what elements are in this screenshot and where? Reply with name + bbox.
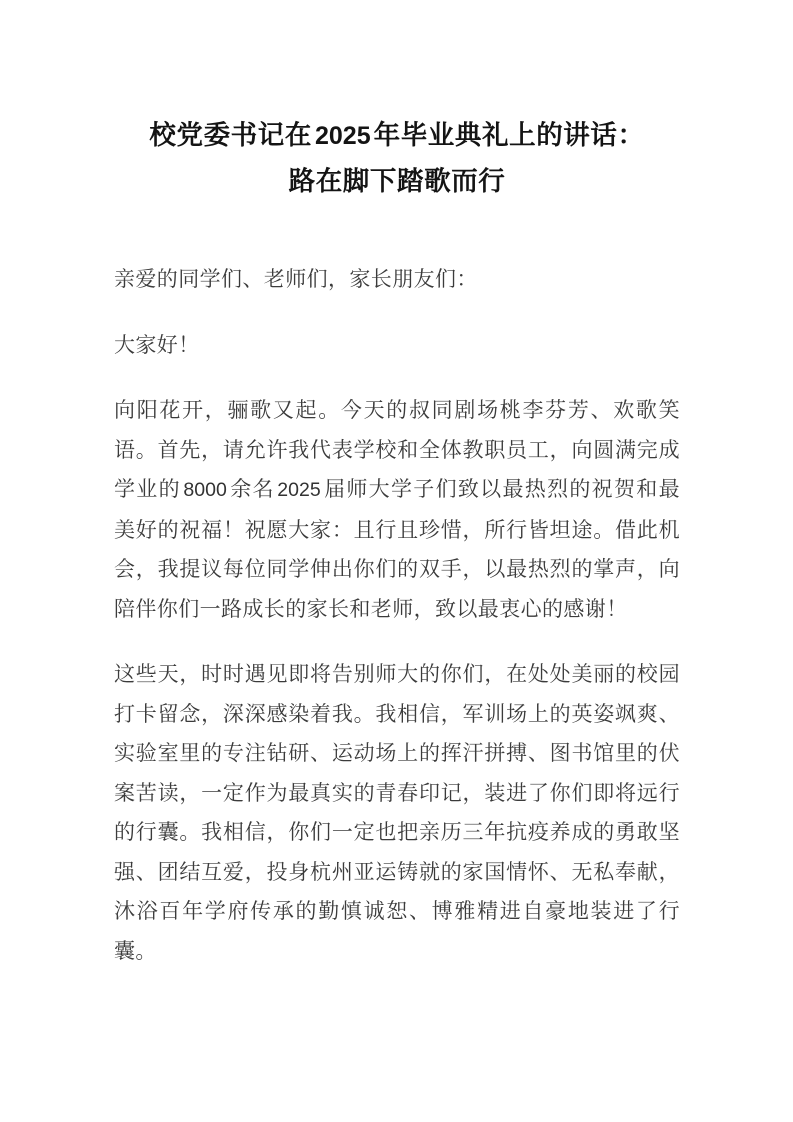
document-title-line-2: 路在脚下踏歌而行 (288, 166, 506, 197)
title-suffix-text: 年毕业典礼上的讲话： (373, 120, 645, 151)
paragraph-body-2: 这些天，时时遇见即将告别师大的你们，在处处美丽的校园打卡留念，深深感染着我。我相信，军训场上的英姿飒爽、实验室里的专注钻研、运动场上的挥汗拼搏、图书馆里的伏案苦读，一定作为最真实的青春印记，装进了你们即将远行的行囊。我相信，你们一定也把亲历三年抗疫养成的勇敢坚强、团结互爱，投身杭州亚运铸就的家国情怀、无私奉献，沐浴百年学府传承的勤慎诚恕、博雅精进自豪地装进了行囊。 (114, 662, 680, 963)
graduation-year-number: 2025 (277, 479, 321, 501)
paragraph-body-1-seg-4: 届师大学子们致以最热烈的祝贺和最美好的祝福！祝愿大家：且行且珍惜，所行皆坦途。借此机会，我提议每位同学伸出你们的双手，以最热烈的掌声，向陪伴你们一路成长的家长和老师，致以最衷心的感谢！ (114, 477, 680, 621)
graduate-count-number: 8000 (183, 479, 227, 501)
title-prefix-text: 校党委书记在 (149, 120, 312, 151)
title-year-number: 2025 (314, 122, 371, 150)
document-title (114, 0, 680, 204)
document-title-line-1 (114, 113, 680, 159)
document-body (114, 260, 680, 971)
paragraph-body-1-seg-0: 向阳花开，骊歌又起。今天的叔同剧场桃李芬芳、欢歌笑语。首先，请允许我代表学校和全体教职员工，向圆满完成学业的 (114, 398, 680, 501)
paragraph-body-1-seg-2: 余名 (229, 477, 275, 501)
document-content (114, 0, 680, 971)
paragraph-greeting: 大家好！ (114, 332, 200, 357)
paragraph-body-1 (114, 391, 680, 629)
paragraph-salutation: 亲爱的同学们、老师们，家长朋友们： (114, 267, 478, 291)
